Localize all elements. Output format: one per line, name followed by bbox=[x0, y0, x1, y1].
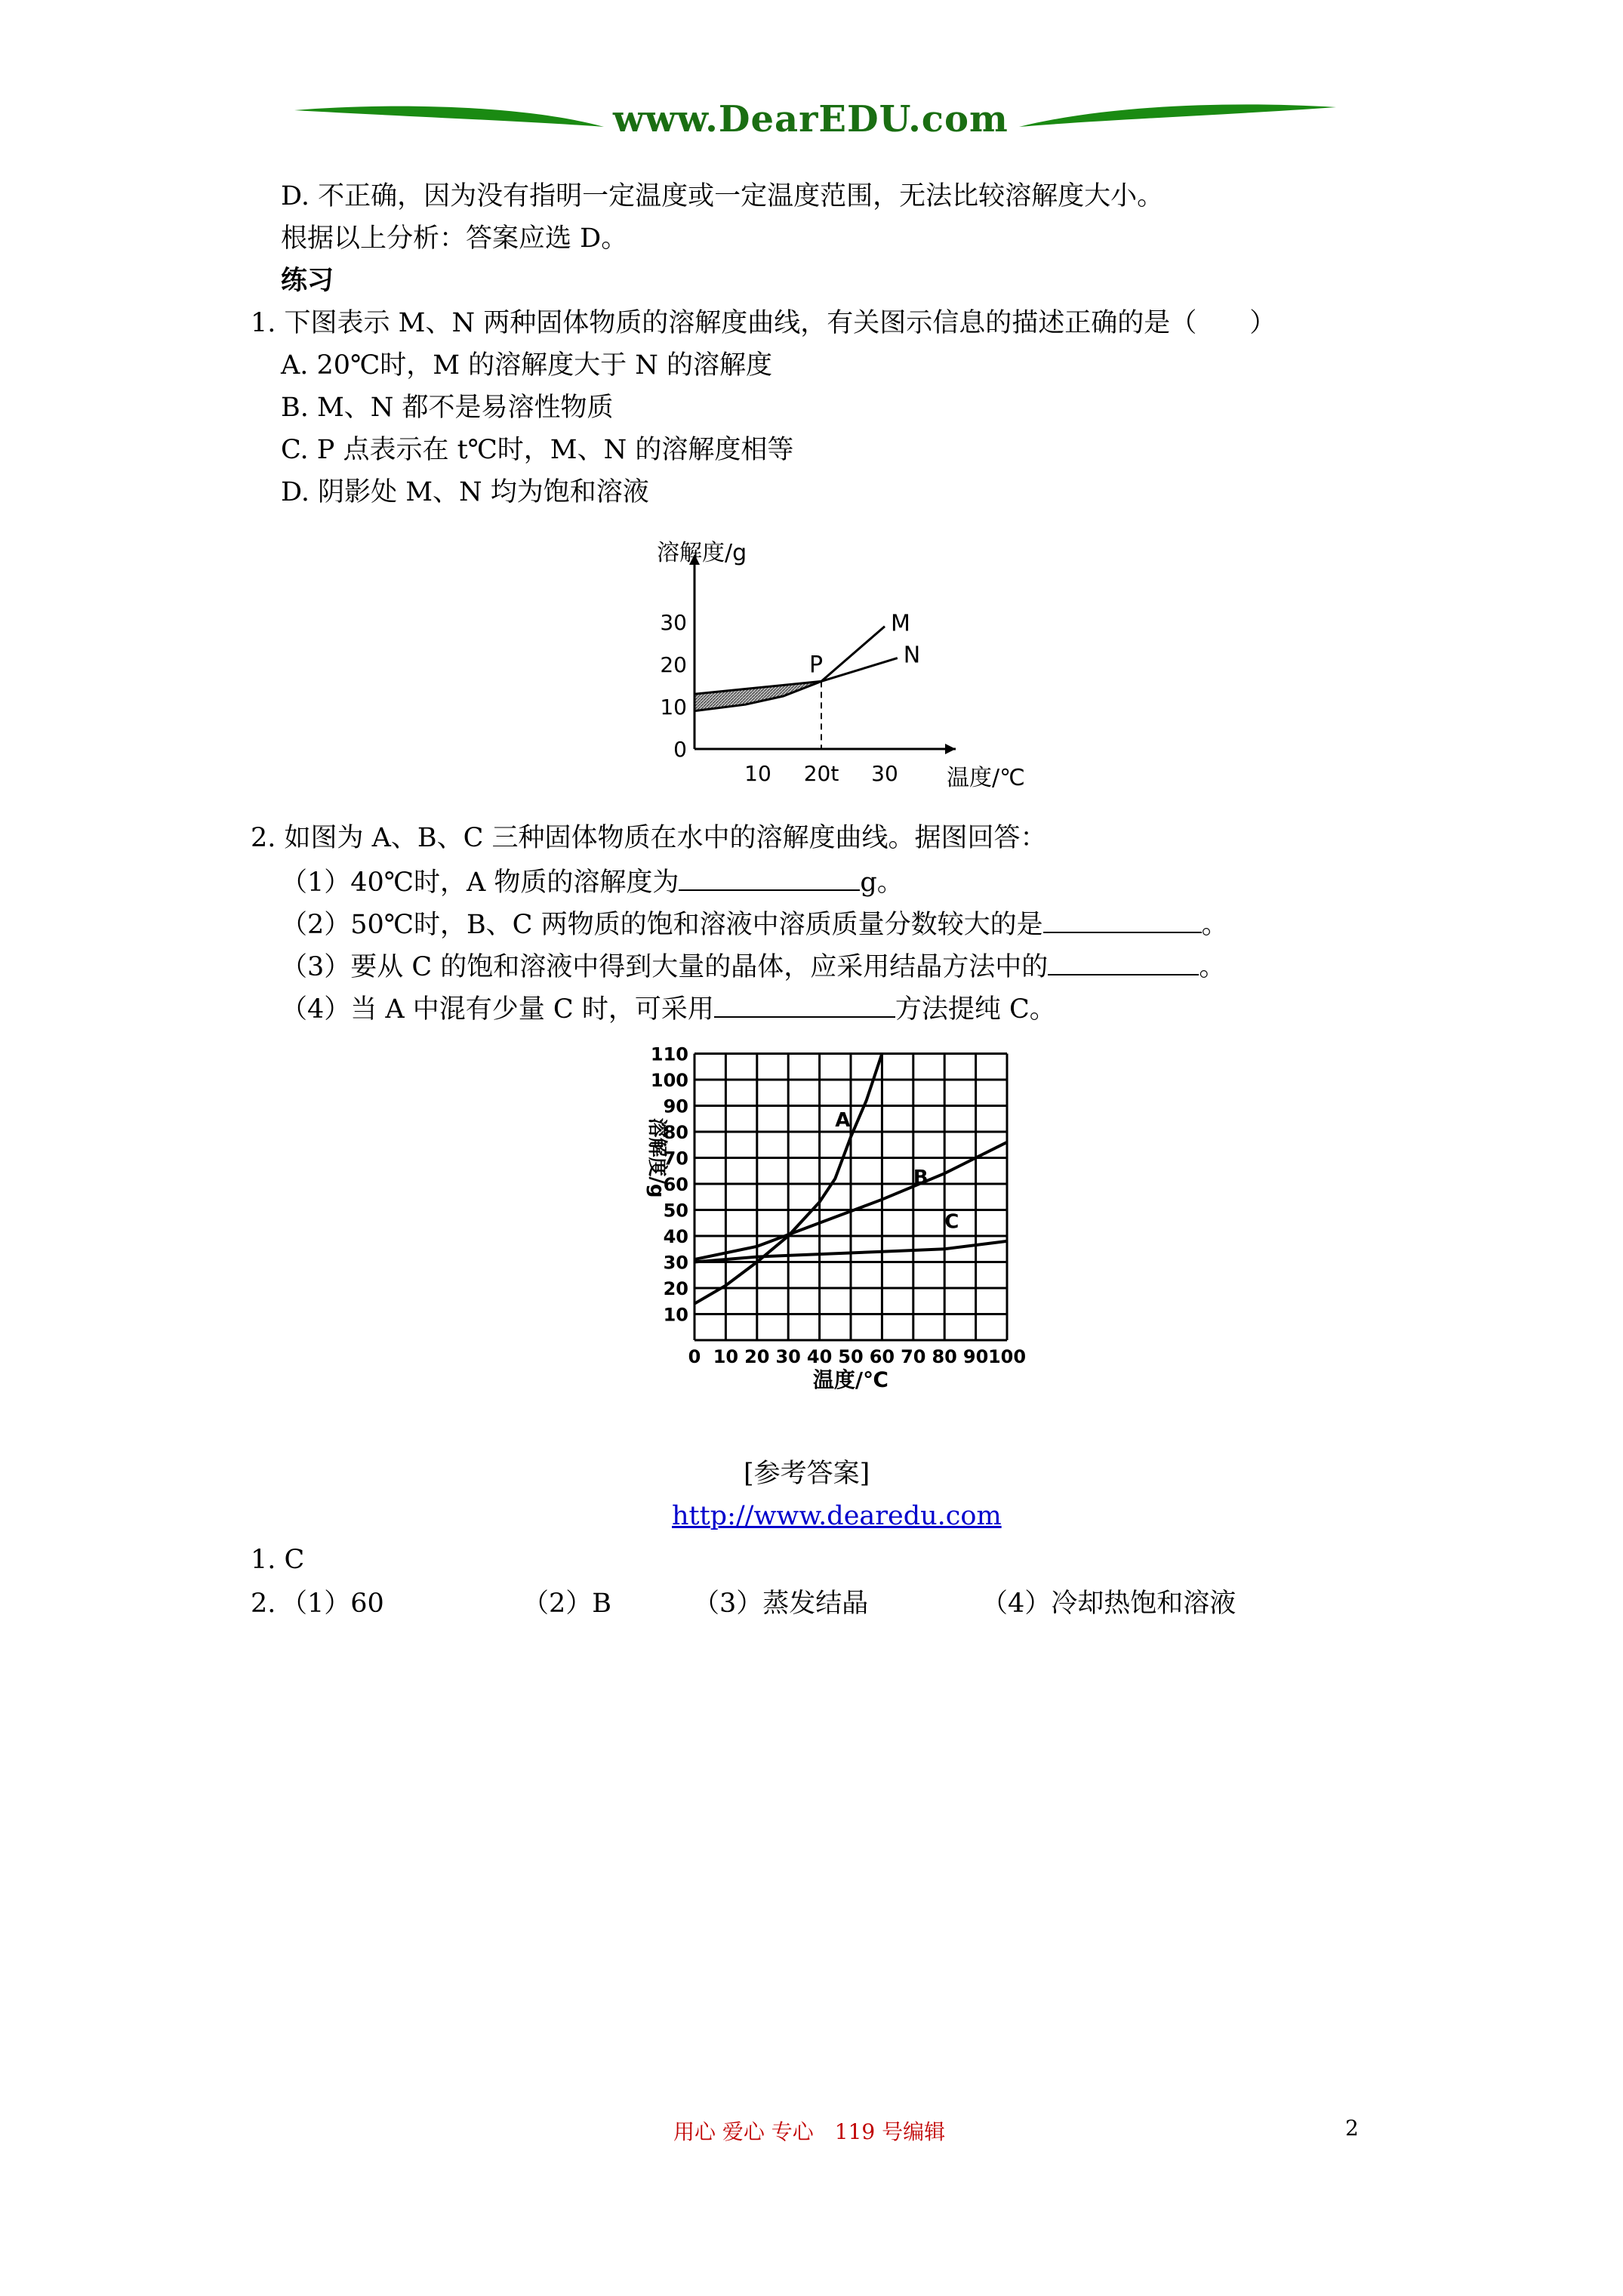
q2-part-2: （2）50℃时，B、C 两物质的饱和溶液中溶质质量分数较大的是 。 bbox=[281, 906, 1228, 942]
x-tick-label: 100 bbox=[987, 1346, 1027, 1367]
shaded-region bbox=[694, 681, 821, 710]
footer-text: 用心 爱心 专心 119 号编辑 bbox=[673, 2119, 946, 2144]
y-tick-label: 100 bbox=[650, 1070, 688, 1091]
y-tick-label: 70 bbox=[663, 1148, 688, 1170]
q1-option-a: A. 20℃时，M 的溶解度大于 N 的溶解度 bbox=[281, 350, 773, 381]
x-tick-label: 50 bbox=[838, 1346, 864, 1367]
x-tick-label: 20t bbox=[803, 761, 839, 786]
y-tick-label: 10 bbox=[663, 1304, 688, 1326]
x-tick-label: 80 bbox=[932, 1346, 957, 1367]
x-tick-label: 30 bbox=[871, 761, 898, 786]
x-tick-label: 40 bbox=[806, 1346, 833, 1367]
q2-blank-4[interactable] bbox=[714, 991, 895, 1018]
answer-2-part-2: （2）B bbox=[522, 1589, 611, 1619]
y-tick-label: 40 bbox=[663, 1226, 688, 1247]
x-axis-label: 温度/℃ bbox=[812, 1367, 889, 1392]
q2-part-1: （1）40℃时，A 物质的溶解度为 g。 bbox=[281, 864, 904, 899]
site-logo-text: www.DearEDU.com bbox=[613, 98, 1009, 140]
x-tick-label: 20 bbox=[744, 1346, 770, 1367]
y-tick-label: 20 bbox=[663, 1278, 688, 1299]
answer-1: 1. C bbox=[251, 1545, 305, 1575]
practice-heading: 练习 bbox=[281, 265, 334, 296]
x-tick-label: 10 bbox=[713, 1346, 739, 1367]
solubility-chart-mn bbox=[649, 538, 1025, 794]
answer-2-label: 2. bbox=[251, 1589, 276, 1619]
y-tick-label: 50 bbox=[663, 1200, 688, 1222]
y-tick-label: 0 bbox=[673, 737, 687, 762]
y-tick-label: 10 bbox=[660, 695, 687, 720]
q1-option-b: B. M、N 都不是易溶性物质 bbox=[281, 393, 614, 423]
y-tick-label: 80 bbox=[663, 1122, 688, 1143]
q2-blank-3[interactable] bbox=[1048, 948, 1199, 975]
answers-heading: [参考答案] bbox=[744, 1459, 870, 1489]
q1-stem: 1. 下图表示 M、N 两种固体物质的溶解度曲线，有关图示信息的描述正确的是（ ） bbox=[251, 308, 1277, 338]
answer-2-part-1: （1）60 bbox=[281, 1589, 384, 1619]
series-label: N bbox=[903, 642, 921, 669]
y-tick-label: 90 bbox=[663, 1096, 688, 1117]
q2-blank-2[interactable] bbox=[1043, 906, 1202, 933]
x-tick-label: 0 bbox=[688, 1346, 701, 1367]
x-tick-label: 90 bbox=[962, 1346, 989, 1367]
option-d-analysis: D. 不正确，因为没有指明一定温度或一定温度范围，无法比较溶解度大小。 bbox=[281, 181, 1164, 211]
q2-blank-1[interactable] bbox=[679, 864, 860, 891]
series-label: C bbox=[944, 1210, 959, 1234]
y-tick-label: 30 bbox=[660, 610, 687, 635]
series-label: B bbox=[913, 1166, 929, 1189]
y-axis-label: 溶解度/g bbox=[645, 1117, 668, 1198]
x-tick-label: 60 bbox=[869, 1346, 895, 1367]
x-tick-label: 10 bbox=[744, 761, 771, 786]
answer-2-part-4: （4）冷却热饱和溶液 bbox=[981, 1589, 1236, 1619]
answer-2-part-3: （3）蒸发结晶 bbox=[693, 1589, 869, 1619]
point-p-label: P bbox=[809, 652, 824, 679]
x-tick-label: 30 bbox=[775, 1346, 801, 1367]
q2-stem: 2. 如图为 A、B、C 三种固体物质在水中的溶解度曲线。据图回答： bbox=[251, 823, 1047, 853]
x-axis-label: 温度/℃ bbox=[947, 765, 1025, 791]
y-tick-label: 60 bbox=[663, 1174, 688, 1195]
y-tick-label: 30 bbox=[663, 1252, 688, 1274]
series-label: A bbox=[835, 1109, 851, 1133]
answers-url-link[interactable]: http://www.dearedu.com bbox=[672, 1501, 1002, 1531]
y-axis-label: 溶解度/g bbox=[657, 540, 747, 566]
series-label: M bbox=[891, 610, 910, 637]
q1-option-d: D. 阴影处 M、N 均为饱和溶液 bbox=[281, 477, 649, 507]
y-tick-label: 20 bbox=[660, 652, 687, 677]
solubility-chart-abc bbox=[604, 1038, 1027, 1401]
q2-part-3: （3）要从 C 的饱和溶液中得到大量的晶体，应采用结晶方法中的 。 bbox=[281, 948, 1225, 984]
x-axis-arrow bbox=[945, 744, 956, 754]
x-tick-label: 70 bbox=[901, 1346, 926, 1367]
y-tick-label: 110 bbox=[650, 1043, 688, 1065]
conclusion-text: 根据以上分析：答案应选 D。 bbox=[281, 223, 628, 254]
page-number: 2 bbox=[1345, 2116, 1359, 2140]
q2-part-4: （4）当 A 中混有少量 C 时，可采用 方法提纯 C。 bbox=[281, 991, 1056, 1026]
q1-option-c: C. P 点表示在 t℃时，M、N 的溶解度相等 bbox=[281, 435, 794, 465]
